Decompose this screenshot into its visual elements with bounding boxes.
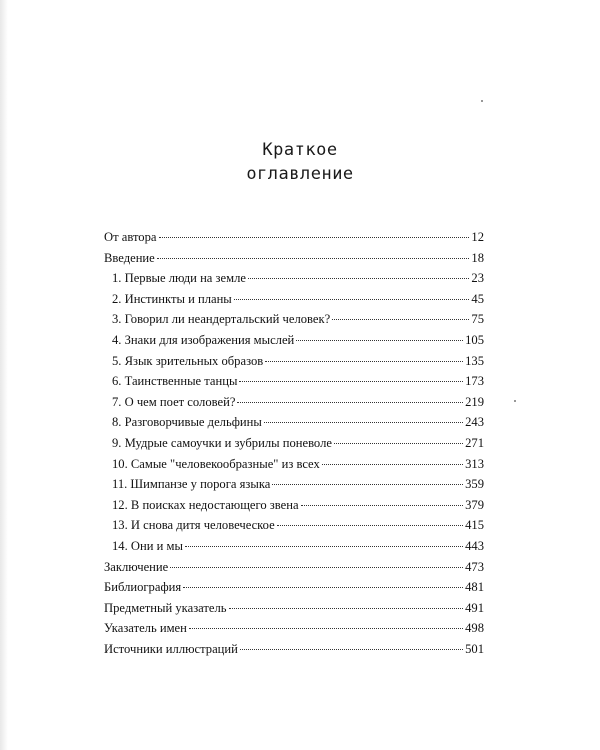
toc-entry: [104, 354, 484, 375]
toc-entry-page-number: 45: [471, 291, 484, 306]
toc-entry-label: 7. О чем поет соловей?: [112, 394, 236, 409]
dot-leader: [322, 464, 463, 465]
toc-entry-label: 3. Говорил ли неандертальский человек?: [112, 312, 331, 327]
toc-entry: [104, 230, 484, 251]
toc-entry: [104, 477, 484, 498]
toc-entry-label: Предметный указатель: [104, 600, 227, 615]
dot-leader: [170, 567, 463, 568]
page-title: [0, 138, 600, 186]
toc-entry-page-number: 135: [465, 353, 484, 368]
toc-entry-label: 13. И снова дитя человеческое: [112, 518, 275, 533]
toc-entry-page-number: 443: [465, 538, 484, 553]
toc-entry-label: 9. Мудрые самоучки и зубрилы поневоле: [112, 435, 332, 450]
toc-entry-page-number: 379: [465, 497, 484, 512]
toc-entry-label: 11. Шимпанзе у порога языка: [112, 477, 271, 492]
toc-entry: [104, 374, 484, 395]
toc-entry: [104, 251, 484, 272]
toc-entry: [104, 271, 484, 292]
dot-leader: [159, 237, 470, 238]
toc-entry-page-number: 271: [465, 435, 484, 450]
dot-leader: [185, 546, 463, 547]
toc-entry-page-number: 491: [465, 600, 484, 615]
toc-entry-page-number: 481: [465, 580, 484, 595]
toc-entry: [104, 539, 484, 560]
toc-entry-label: Введение: [104, 250, 155, 265]
toc-entry-page-number: 173: [465, 374, 484, 389]
toc-entry: [104, 312, 484, 333]
toc-entry: [104, 415, 484, 436]
toc-entry: [104, 580, 484, 601]
toc-entry-page-number: 75: [471, 312, 484, 327]
toc-entry-label: Источники иллюстраций: [104, 641, 238, 656]
dot-leader: [239, 381, 463, 382]
dot-leader: [229, 608, 464, 609]
toc-entry: [104, 333, 484, 354]
toc-entry: [104, 457, 484, 478]
toc-entry-label: 14. Они и мы: [112, 538, 183, 553]
dot-leader: [301, 505, 464, 506]
paper-speck: [481, 100, 483, 102]
paper-speck: [514, 400, 516, 402]
toc-entry-page-number: 105: [465, 332, 484, 347]
dot-leader: [183, 587, 463, 588]
dot-leader: [189, 628, 463, 629]
toc-entry-page-number: 18: [471, 250, 484, 265]
toc-entry-label: 4. Знаки для изображения мыслей: [112, 332, 295, 347]
toc-entry-label: 2. Инстинкты и планы: [112, 291, 232, 306]
toc-entry: [104, 395, 484, 416]
dot-leader: [264, 422, 463, 423]
toc-entry: [104, 601, 484, 622]
toc-entry: [104, 518, 484, 539]
title-line-1: Краткое: [262, 140, 338, 160]
toc-entry: [104, 436, 484, 457]
page-edge: [0, 0, 8, 750]
toc-entry-page-number: 501: [465, 641, 484, 656]
toc-entry-label: Библиография: [104, 580, 182, 595]
table-of-contents: [104, 230, 484, 662]
dot-leader: [332, 319, 469, 320]
dot-leader: [237, 402, 463, 403]
toc-entry-label: Указатель имен: [104, 621, 187, 636]
toc-entry-page-number: 359: [465, 477, 484, 492]
toc-entry-page-number: 473: [465, 559, 484, 574]
toc-entry-label: От автора: [104, 230, 157, 244]
toc-entry-page-number: 219: [465, 394, 484, 409]
toc-entry-label: Заключение: [104, 559, 169, 574]
toc-entry-page-number: 23: [471, 271, 484, 286]
dot-leader: [240, 649, 463, 650]
toc-entry-label: 1. Первые люди на земле: [112, 271, 246, 286]
dot-leader: [248, 278, 469, 279]
toc-entry: [104, 560, 484, 581]
dot-leader: [334, 443, 463, 444]
toc-entry: [104, 642, 484, 663]
dot-leader: [277, 525, 463, 526]
toc-entry-label: 10. Самые "человекообразные" из всех: [112, 456, 320, 471]
toc-entry-page-number: 12: [471, 230, 484, 244]
toc-entry-label: 8. Разговорчивые дельфины: [112, 415, 262, 430]
dot-leader: [157, 258, 470, 259]
dot-leader: [272, 484, 463, 485]
toc-entry: [104, 292, 484, 313]
dot-leader: [265, 361, 463, 362]
toc-entry-label: 12. В поисках недостающего звена: [112, 497, 299, 512]
toc-entry: [104, 498, 484, 519]
toc-entry-page-number: 498: [465, 621, 484, 636]
toc-entry-page-number: 313: [465, 456, 484, 471]
dot-leader: [234, 299, 470, 300]
toc-entry: [104, 621, 484, 642]
dot-leader: [296, 340, 463, 341]
toc-entry-page-number: 415: [465, 518, 484, 533]
toc-entry-label: 6. Таинственные танцы: [112, 374, 238, 389]
title-line-2: оглавление: [246, 164, 354, 184]
toc-entry-label: 5. Язык зрительных образов: [112, 353, 264, 368]
toc-entry-page-number: 243: [465, 415, 484, 430]
